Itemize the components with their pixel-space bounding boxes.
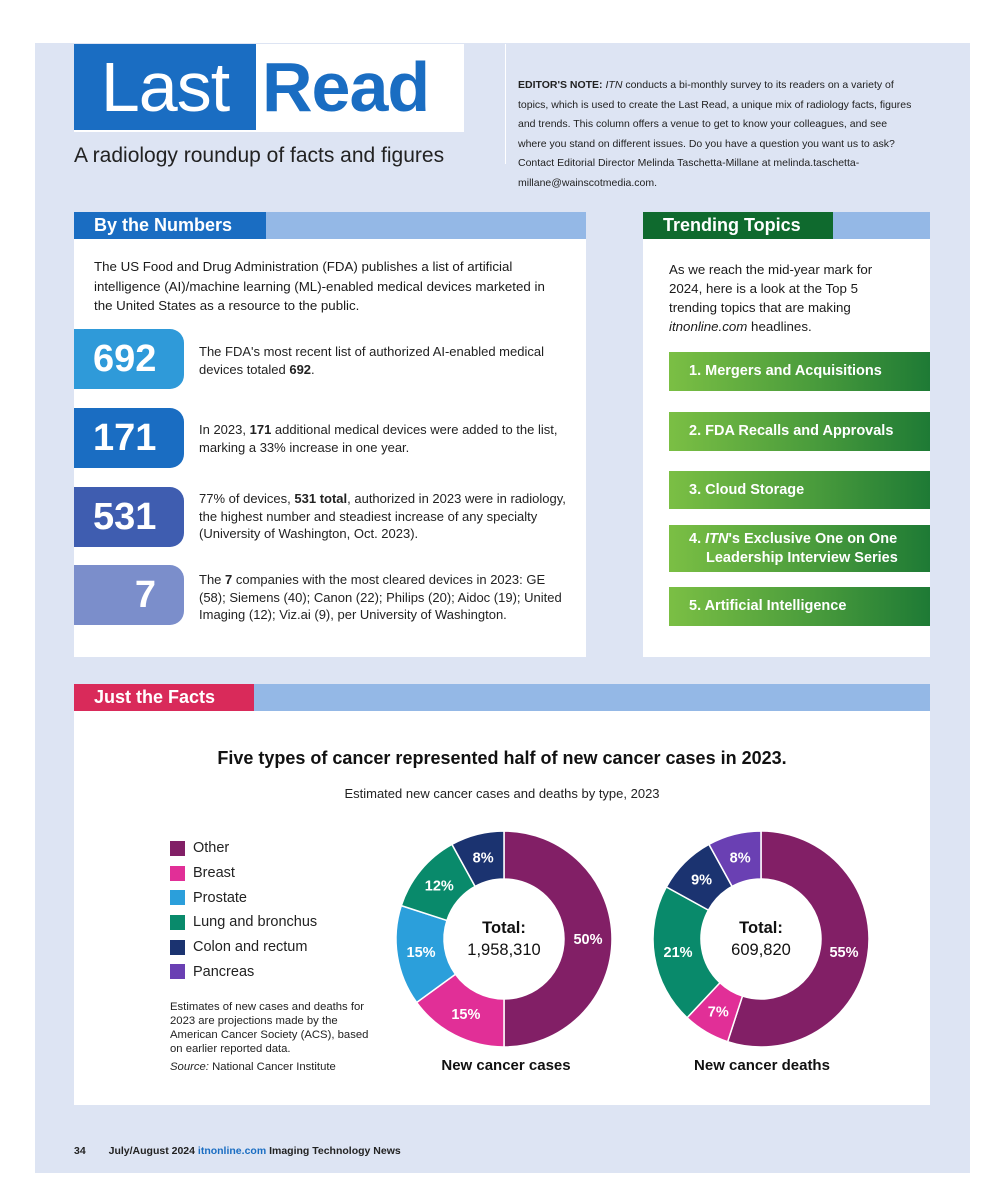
publication-name: Imaging Technology News <box>269 1145 401 1157</box>
stat-text-part: additional medical devices were added to the list, marking a 33% increase in one year. <box>199 422 558 455</box>
donut-center-total: 1,958,310 <box>467 941 541 959</box>
donut-slice-label: 21% <box>663 945 693 962</box>
legend-swatch <box>170 940 185 955</box>
legend-item <box>170 910 317 935</box>
trend-item-1 <box>669 352 930 391</box>
trend-item-label: 3. Cloud Storage <box>689 481 805 498</box>
footer-site-link[interactable]: itnonline.com <box>197 1145 267 1157</box>
donut-slice-label: 15% <box>451 1006 481 1023</box>
legend-item <box>170 935 317 960</box>
legend-swatch <box>170 890 185 905</box>
donut-slice-label: 12% <box>424 878 454 895</box>
trending-topics-panel <box>643 212 930 657</box>
legend-item <box>170 959 317 984</box>
donut-title-cases: New cancer cases <box>441 1057 571 1074</box>
trend-item-label: 5. Artificial Intelligence <box>689 598 847 614</box>
page-number: 34 <box>74 1145 86 1157</box>
legend-label: Prostate <box>193 889 247 906</box>
legend-swatch <box>170 964 185 979</box>
editor-note-text: conducts a bi-monthly survey to its readers on a variety of topics, which is used to create the Last Read, a unique mix of radiology facts, figures and trends. This column offers a venue to get to know your colleagues, and see where you stand on different issues. Do you have a question you want us to ask? Contact Editorial Director Melinda Taschetta-Millane at melinda.taschetta-millane@wainscotmedia.com. <box>518 79 912 189</box>
stat-text-171 <box>199 421 569 456</box>
donut-center-label: Total: <box>482 919 526 937</box>
legend-label: Breast <box>193 865 235 882</box>
stat-text-7 <box>199 571 569 624</box>
donut-title-deaths: New cancer deaths <box>694 1057 830 1074</box>
stat-text-part: The FDA's most recent list of authorized AI-enabled medical devices totaled <box>199 344 544 377</box>
donut-slice-label: 15% <box>406 945 436 962</box>
donut-slice-label: 9% <box>691 872 713 889</box>
donut-slice-label: 7% <box>707 1004 729 1021</box>
stat-text-part: 77% of devices, <box>199 491 295 506</box>
stat-text-part: In 2023, <box>199 422 250 437</box>
stat-badge-171: 171 <box>74 408 184 468</box>
stat-text-bold: 171 <box>249 422 272 437</box>
stat-text-692 <box>199 343 569 378</box>
donut-slice-label: 50% <box>573 932 603 948</box>
trend-item-label: 2. FDA Recalls and Approvals <box>689 423 894 439</box>
donut-center-label: Total: <box>739 919 783 937</box>
legend-label: Colon and rectum <box>193 939 308 956</box>
trend-item-5 <box>669 587 930 626</box>
page-subtitle: A radiology roundup of facts and figures <box>74 144 445 167</box>
trend-item-4 <box>669 525 930 572</box>
chart-legend <box>170 836 317 984</box>
stat-text-part: . <box>311 361 315 377</box>
stat-text-part: companies with the most cleared devices in 2023: GE (58); Siemens (40); Canon (22); Philips (20); Aidoc (19); United Imaging (12); Viz.ai (9), per University of Washington. <box>199 572 562 622</box>
legend-label: Lung and bronchus <box>193 914 318 931</box>
page-footer <box>74 1145 401 1157</box>
trend-intro-part: As we reach the mid-year mark for 2024, here is a look at the Top 5 trending topics that are making <box>669 262 873 315</box>
legend-item <box>170 836 317 861</box>
trend-item-label: 1. Mergers and Acquisitions <box>689 363 882 379</box>
trend-intro-site: itnonline.com <box>669 319 748 334</box>
legend-label: Pancreas <box>193 963 255 980</box>
chart-subtitle: Estimated new cancer cases and deaths by type, 2023 <box>344 786 660 801</box>
legend-item <box>170 885 317 910</box>
trend-item-label <box>689 530 930 549</box>
donut-center-total: 609,820 <box>731 941 791 959</box>
trend-item-italic: ITN <box>705 530 729 547</box>
legend-swatch <box>170 915 185 930</box>
legend-item <box>170 861 317 886</box>
stat-badge-7: 7 <box>74 565 184 625</box>
chart-source <box>170 1061 390 1073</box>
trending-topics-title: Trending Topics <box>643 212 833 239</box>
legend-swatch <box>170 841 185 856</box>
by-the-numbers-title: By the Numbers <box>74 212 266 239</box>
by-the-numbers-intro: The US Food and Drug Administration (FDA) publishes a list of artificial intelligence (AI)/machine learning (ML)-enabled medical devices marketed in the United States as a resource to the public. <box>94 259 545 313</box>
chart-title: Five types of cancer represented half of new cancer cases in 2023. <box>217 748 787 768</box>
donut-charts <box>384 824 904 1059</box>
trend-item-number: 4. <box>689 530 706 547</box>
just-the-facts-title: Just the Facts <box>74 684 254 711</box>
stat-text-part: , authorized in 2023 were in radiology, the highest number and steadiest increase of any specialty (University of Washington, Oct. 2023). <box>199 491 566 541</box>
stat-text-bold: 692 <box>289 361 312 377</box>
legend-swatch <box>170 866 185 881</box>
by-the-numbers-panel <box>74 212 586 657</box>
stat-text-531 <box>199 490 569 543</box>
logo-word-read: Read <box>262 48 430 126</box>
trend-item-label-line2: Leadership Interview Series <box>706 549 898 566</box>
trend-intro-part: headlines. <box>747 319 812 334</box>
header-divider <box>505 44 506 164</box>
trending-topics-intro <box>669 260 899 336</box>
issue-date: July/August 2024 <box>108 1145 195 1157</box>
legend-label: Other <box>193 840 230 857</box>
trend-item-3 <box>669 471 930 509</box>
trend-item-text: 's Exclusive One on One <box>728 530 898 547</box>
source-text: National Cancer Institute <box>208 1061 336 1073</box>
just-the-facts-panel <box>74 684 930 1105</box>
chart-note: Estimates of new cases and deaths for 2023 are projections made by the American Cancer Society (ACS), based on earlier reported data. <box>170 1001 369 1055</box>
stat-text-bold: 531 total <box>294 491 348 506</box>
logo-word-last: Last <box>74 44 256 130</box>
stat-badge-531: 531 <box>74 487 184 547</box>
editor-note <box>518 76 918 193</box>
donut-slice-label: 8% <box>472 850 494 867</box>
editor-note-publication: ITN <box>605 79 623 91</box>
trend-item-2 <box>669 412 930 451</box>
stat-text-bold: 7 <box>225 572 233 587</box>
donut-slice-label: 55% <box>829 945 859 962</box>
stat-badge-692: 692 <box>74 329 184 389</box>
stat-text-part: The <box>199 572 226 587</box>
source-label: Source: <box>170 1061 209 1073</box>
donut-slice-label: 8% <box>729 850 751 867</box>
editor-note-label: EDITOR'S NOTE: <box>518 79 603 91</box>
